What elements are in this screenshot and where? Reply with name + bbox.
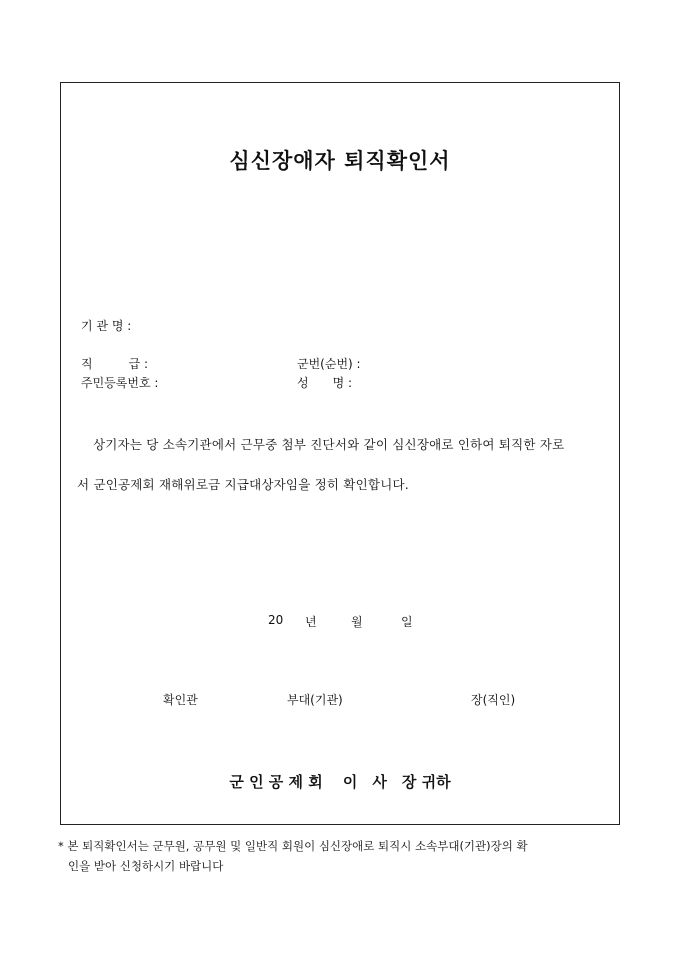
footnote-line-1: * 본 퇴직확인서는 군무원, 공무원 및 일반직 회원이 심신장애로 퇴직시 소속부대(기관)장의 확 — [58, 839, 528, 853]
footnote-line-2: 인을 받아 신청하시기 바랍니다 — [68, 859, 224, 873]
name-label: 성 명 : — [297, 376, 353, 390]
date-day-unit: 일 — [401, 615, 413, 629]
rank-label: 직 급 : — [81, 357, 149, 371]
body-line-2: 서 군인공제회 재해위로금 지급대상자임을 정히 확인합니다. — [77, 477, 409, 492]
date-year-unit: 년 — [305, 615, 317, 629]
date-month-unit: 월 — [351, 615, 363, 629]
form-frame — [60, 82, 620, 825]
form-title: 심신장애자 퇴직확인서 — [229, 148, 451, 173]
resident-number-label: 주민등록번호 : — [81, 376, 159, 390]
service-number-label: 군번(순번) : — [297, 357, 361, 371]
confirmer-label: 확인관 — [163, 693, 198, 707]
date-year: 20 — [268, 613, 284, 627]
agency-label: 기 관 명 : — [81, 319, 132, 333]
addressee: 군 인 공 제 회 이 사 장 귀하 — [229, 773, 451, 791]
unit-label: 부대(기관) — [287, 693, 343, 707]
head-seal-label: 장(직인) — [471, 693, 516, 707]
body-line-1: 상기자는 당 소속기관에서 근무중 첨부 진단서와 같이 심신장애로 인하여 퇴직한 자로 — [93, 437, 565, 452]
